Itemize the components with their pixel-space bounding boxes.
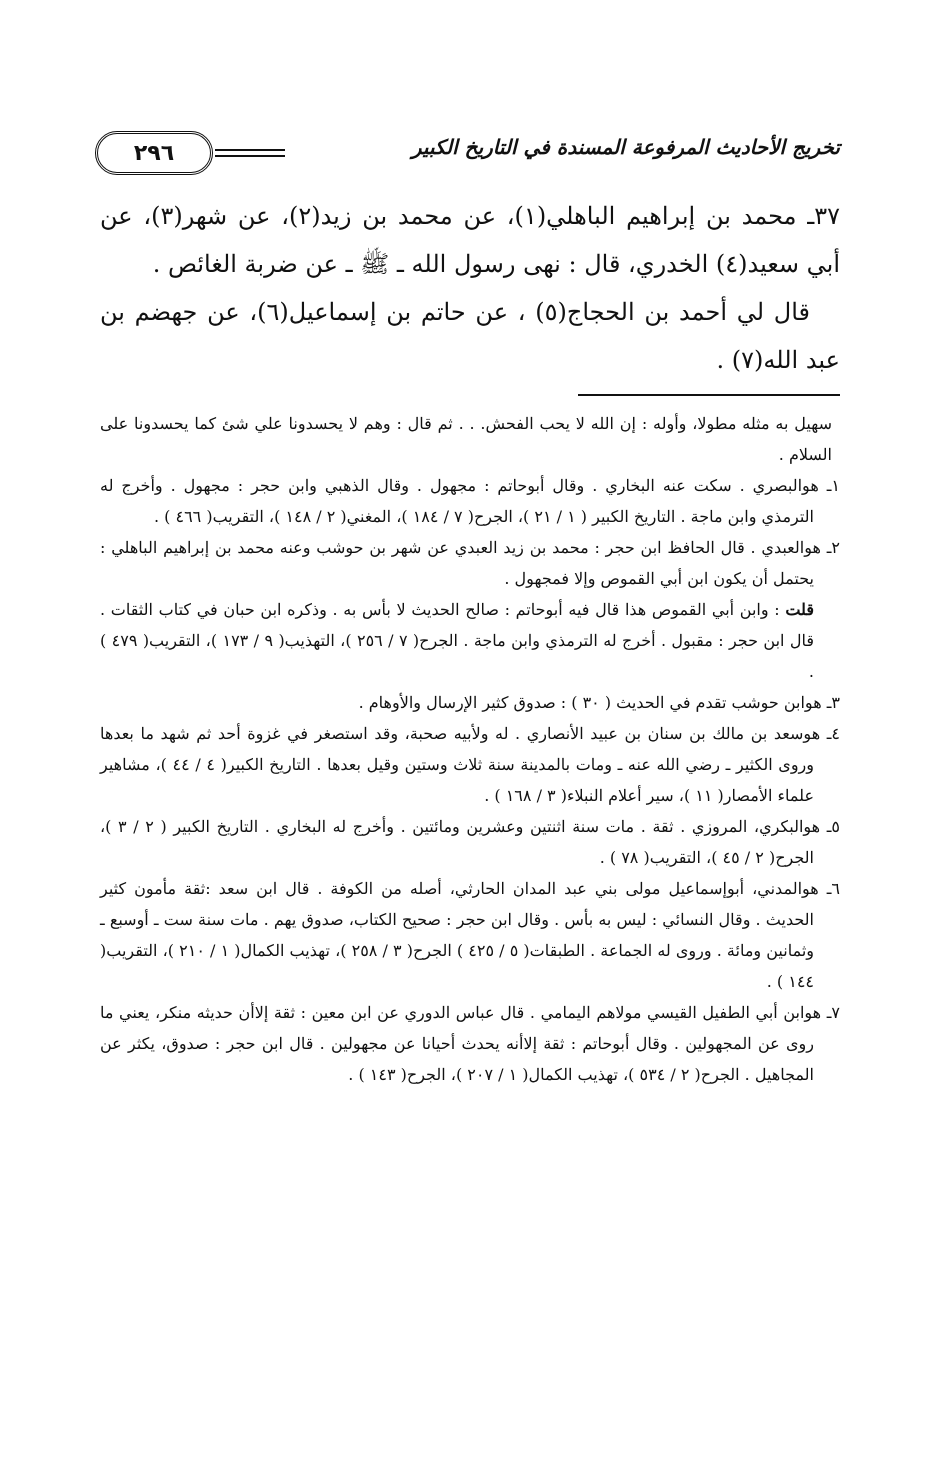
- page-number-badge: [95, 131, 213, 175]
- page-number: ٢٩٦: [133, 140, 175, 166]
- hadith-37-chain: قال لي أحمد بن الحجاج(٥) ، عن حاتم بن إسماعيل(٦)، عن جهضم بن عبد الله(٧) .: [100, 298, 840, 374]
- footnotes: [100, 408, 840, 1090]
- footnote-3: ٣ـ هوابن حوشب تقدم في الحديث ( ٣٠ ) : صدوق كثير الإرسال والأوهام .: [358, 693, 840, 712]
- footnote-2-comment: : وابن أبي القموص هذا قال فيه أبوحاتم : صالح الحديث لا بأس به . وذكره ابن حبان في كتاب الثقات . قال ابن حجر : مقبول . أخرج له الترمذي وابن ماجة . الجرح( ٧ / ٢٥٦ )، التهذيب( ٩ / ١٧٣ )، التقريب( ٤٧٩ ) .: [100, 600, 815, 681]
- footnote-2-continuation: [100, 594, 840, 687]
- hadith-37-text: ٣٧ـ محمد بن إبراهيم الباهلي(١)، عن محمد بن زيد(٢)، عن شهر(٣)، عن أبي سعيد(٤) الخدري، قال : نهى رسول الله ـ ﷺ ـ عن ضربة الغائص .: [100, 202, 841, 278]
- qult-label: قلت: [785, 600, 814, 619]
- header-ornament-rule: [215, 149, 285, 157]
- footnote-6: ٦ـ هوالمدني، أبوإسماعيل مولى بني عبد المدان الحارثي، أصله من الكوفة . قال ابن سعد :ثقة مأمون كثير الحديث . وقال النسائي : ليس به بأس . وقال ابن حجر : صحيح الكتاب، صدوق يهم . مات سنة ست ـ أوسبع ـ وثمانين ومائة . وروى له الجماعة . الطبقات( ٥ / ٤٢٥ ) الجرح( ٣ / ٢٥٨ )، تهذيب الكمال( ١ / ٢١٠ )، التقريب( ١٤٤ ) .: [100, 879, 840, 991]
- footnote-1: ١ـ هوالبصري . سكت عنه البخاري . وقال أبوحاتم : مجهول . وقال الذهبي وابن حجر : مجهول . وأخرج له الترمذي وابن ماجة . التاريخ الكبير ( ١ / ٢١ )، الجرح( ٧ / ١٨٤ )، المغني( ٢ / ١٤٨ )، التقريب( ٤٦٦ ) .: [100, 476, 840, 526]
- main-text: [100, 192, 840, 384]
- footnote-7: ٧ـ هوابن أبي الطفيل القيسي مولاهم اليمامي . قال عباس الدوري عن ابن معين : ثقة إلاأن حديثه منكر، يعني ما روى عن المجهولين . وقال أبوحاتم : ثقة إلاأنه يحدث أحيانا عن مجهولين . قال ابن حجر : صدوق، يكثر عن المجاهيل . الجرح( ٢ / ٥٣٤ )، تهذيب الكمال( ١ / ٢٠٧ )، الجرح( ١٤٣ ) .: [100, 1003, 841, 1084]
- footnote-4: ٤ـ هوسعد بن مالك بن سنان بن عبيد الأنصاري . له ولأبيه صحبة، وقد استصغر في غزوة أحد ثم شهد ما بعدها وروى الكثير ـ رضي الله عنه ـ ومات بالمدينة سنة ثلاث وستين وقيل بعدها . التاريخ الكبير( ٤ / ٤٤ )، مشاهير علماء الأمصار( ١١ )، سير أعلام النبلاء( ٣ / ١٦٨ ) .: [100, 724, 840, 805]
- running-title: تخريج الأحاديث المرفوعة المسندة في التاريخ الكبير: [411, 135, 840, 159]
- footnote-carryover: سهيل به مثله مطولا، وأوله : إن الله لا يحب الفحش. . . ثم قال : وهم لا يحسدونا علي شئ كما يحسدونا على السلام .: [100, 414, 832, 464]
- footnote-separator: [578, 394, 840, 396]
- page-header: [95, 125, 840, 181]
- footnote-2: ٢ـ هوالعبدي . قال الحافظ ابن حجر : محمد بن زيد العبدي عن شهر بن حوشب وعنه محمد بن إبراهيم الباهلي : يحتمل أن يكون ابن أبي القموص وإلا فمجهول .: [100, 538, 840, 588]
- footnote-5: ٥ـ هوالبكري، المروزي . ثقة . مات سنة اثنتين وعشرين ومائتين . وأخرج له البخاري . التاريخ الكبير ( ٢ / ٣ )، الجرح( ٢ / ٤٥ )، التقريب( ٧٨ ) .: [100, 817, 841, 867]
